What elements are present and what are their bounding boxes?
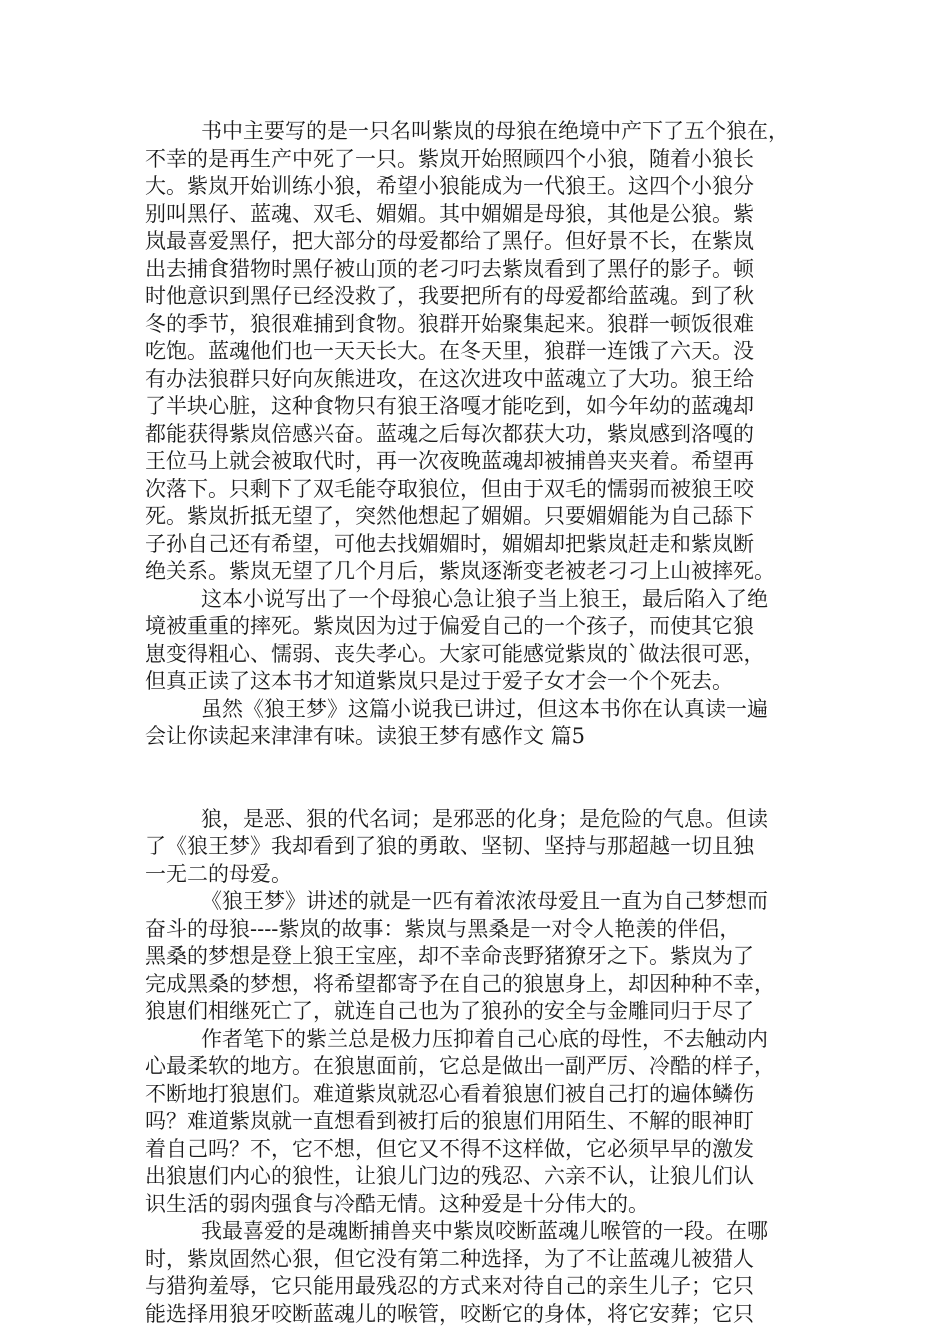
- text-line: 绝关系。紫岚无望了几个月后，紫岚逐渐变老被老刁刁上山被摔死。: [145, 559, 775, 583]
- paragraph: [145, 118, 805, 586]
- text-line: 狼，是恶、狠的代名词；是邪恶的化身；是危险的气息。但读: [201, 806, 768, 831]
- section-2: [145, 806, 805, 1329]
- text-line: 书中主要写的是一只名叫紫岚的母狼在绝境中产下了五个狼在，: [201, 119, 789, 143]
- text-line: 了《狼王梦》我却看到了狼的勇敢、坚韧、坚持与那超越一切且独: [145, 834, 754, 858]
- text-line: 出狼崽们内心的狼性，让狼儿门边的残忍、六亲不认，让狼儿们认: [145, 1164, 754, 1188]
- text-line: 与猎狗羞辱，它只能用最残忍的方式来对待自己的亲生儿子；它只: [145, 1274, 754, 1298]
- text-line: 着自己吗？不，它不想，但它又不得不这样做，它必须早早的激发: [145, 1136, 754, 1161]
- text-line: 识生活的弱肉强食与冷酷无情。这种爱是十分伟大的。: [145, 1191, 649, 1216]
- document-page: [145, 118, 805, 1328]
- text-line: 心最柔软的地方。在狼崽面前，它总是做出一副严厉、冷酷的样子，: [145, 1054, 775, 1078]
- text-line: 黑桑的梦想是登上狼王宝座，却不幸命丧野猪獠牙之下。紫岚为了: [145, 944, 754, 968]
- text-line: 吃饱。蓝魂他们也一天天长大。在冬天里，狼群一连饿了六天。没: [145, 339, 754, 363]
- text-line: 我最喜爱的是魂断捕兽夹中紫岚咬断蓝魂儿喉管的一段。在哪: [201, 1219, 768, 1243]
- text-line: 但真正读了这本书才知道紫岚只是过于爱子女才会一个个死去。: [145, 669, 733, 693]
- text-line: 了半块心脏，这种食物只有狼王洛嘎才能吃到，如今年幼的蓝魂却: [145, 394, 754, 418]
- text-line: 出去捕食猎物时黑仔被山顶的老刁叼去紫岚看到了黑仔的影子。顿: [145, 256, 754, 281]
- text-line: 吗？难道紫岚就一直想看到被打后的狼崽们用陌生、不解的眼神盯: [145, 1109, 754, 1133]
- text-line: 完成黑桑的梦想，将希望都寄予在自己的狼崽身上，却因种种不幸，: [145, 971, 775, 996]
- text-line: 时，紫岚固然心狠，但它没有第二种选择，为了不让蓝魂儿被猎人: [145, 1246, 754, 1271]
- text-line: 时他意识到黑仔已经没救了，我要把所有的母爱都给蓝魂。到了秋: [145, 284, 754, 308]
- text-line: 《狼王梦》讲述的就是一匹有着浓浓母爱且一直为自己梦想而: [201, 889, 768, 913]
- text-line: 不断地打狼崽们。难道紫岚就忍心看着狼崽们被自己打的遍体鳞伤: [145, 1081, 754, 1106]
- paragraph: [145, 586, 805, 696]
- paragraph: [145, 888, 805, 1026]
- text-line: 狼崽们相继死亡了，就连自己也为了狼孙的安全与金雕同归于尽了: [145, 999, 754, 1023]
- text-line: 境被重重的摔死。紫岚因为过于偏爱自己的一个孩子，而使其它狼: [145, 614, 754, 638]
- text-line: 崽变得粗心、懦弱、丧失孝心。大家可能感觉紫岚的`做法很可恶，: [145, 641, 765, 666]
- text-line: 作者笔下的紫兰总是极力压抑着自己心底的母性，不去触动内: [201, 1026, 768, 1051]
- text-line: 岚最喜爱黑仔，把大部分的母爱都给了黑仔。但好景不长，在紫岚: [145, 229, 754, 253]
- paragraph: [145, 1026, 805, 1219]
- paragraph: [145, 806, 805, 889]
- text-line: 子孙自己还有希望，可他去找媚媚时，媚媚却把紫岚赶走和紫岚断: [145, 531, 754, 556]
- paragraph: [145, 696, 805, 751]
- text-line: 不幸的是再生产中死了一只。紫岚开始照顾四个小狼，随着小狼长: [145, 146, 754, 171]
- text-line: 能选择用狼牙咬断蓝魂儿的喉管，咬断它的身体，将它安葬；它只: [145, 1301, 754, 1326]
- text-line: 有办法狼群只好向灰熊进攻，在这次进攻中蓝魂立了大功。狼王给: [145, 366, 754, 391]
- text-line: 次落下。只剩下了双毛能夺取狼位，但由于双毛的懦弱而被狼王咬: [145, 476, 754, 501]
- text-line: 别叫黑仔、蓝魂、双毛、媚媚。其中媚媚是母狼，其他是公狼。紫: [145, 201, 754, 226]
- text-line: 都能获得紫岚倍感兴奋。蓝魂之后每次都获大功，紫岚感到洛嘎的: [145, 421, 754, 446]
- text-line: 会让你读起来津津有味。读狼王梦有感作文 篇5: [145, 724, 586, 748]
- section-1: [145, 118, 805, 751]
- text-line: 奋斗的母狼----紫岚的故事：紫岚与黑桑是一对令人艳羡的伴侣，: [145, 916, 741, 941]
- text-line: 冬的季节，狼很难捕到食物。狼群开始聚集起来。狼群一顿饭很难: [145, 311, 754, 336]
- text-line: 大。紫岚开始训练小狼，希望小狼能成为一代狼王。这四个小狼分: [145, 174, 754, 198]
- text-line: 这本小说写出了一个母狼心急让狼子当上狼王，最后陷入了绝: [201, 586, 768, 611]
- text-line: 王位马上就会被取代时，再一次夜晚蓝魂却被捕兽夹夹着。希望再: [145, 449, 754, 473]
- paragraph: [145, 1218, 805, 1328]
- section-spacer: [145, 751, 805, 806]
- text-line: 一无二的母爱。: [145, 861, 292, 886]
- text-line: 虽然《狼王梦》这篇小说我已讲过，但这本书你在认真读一遍: [201, 696, 768, 721]
- text-line: 死。紫岚折抵无望了，突然他想起了媚媚。只要媚媚能为自己舔下: [145, 504, 754, 528]
